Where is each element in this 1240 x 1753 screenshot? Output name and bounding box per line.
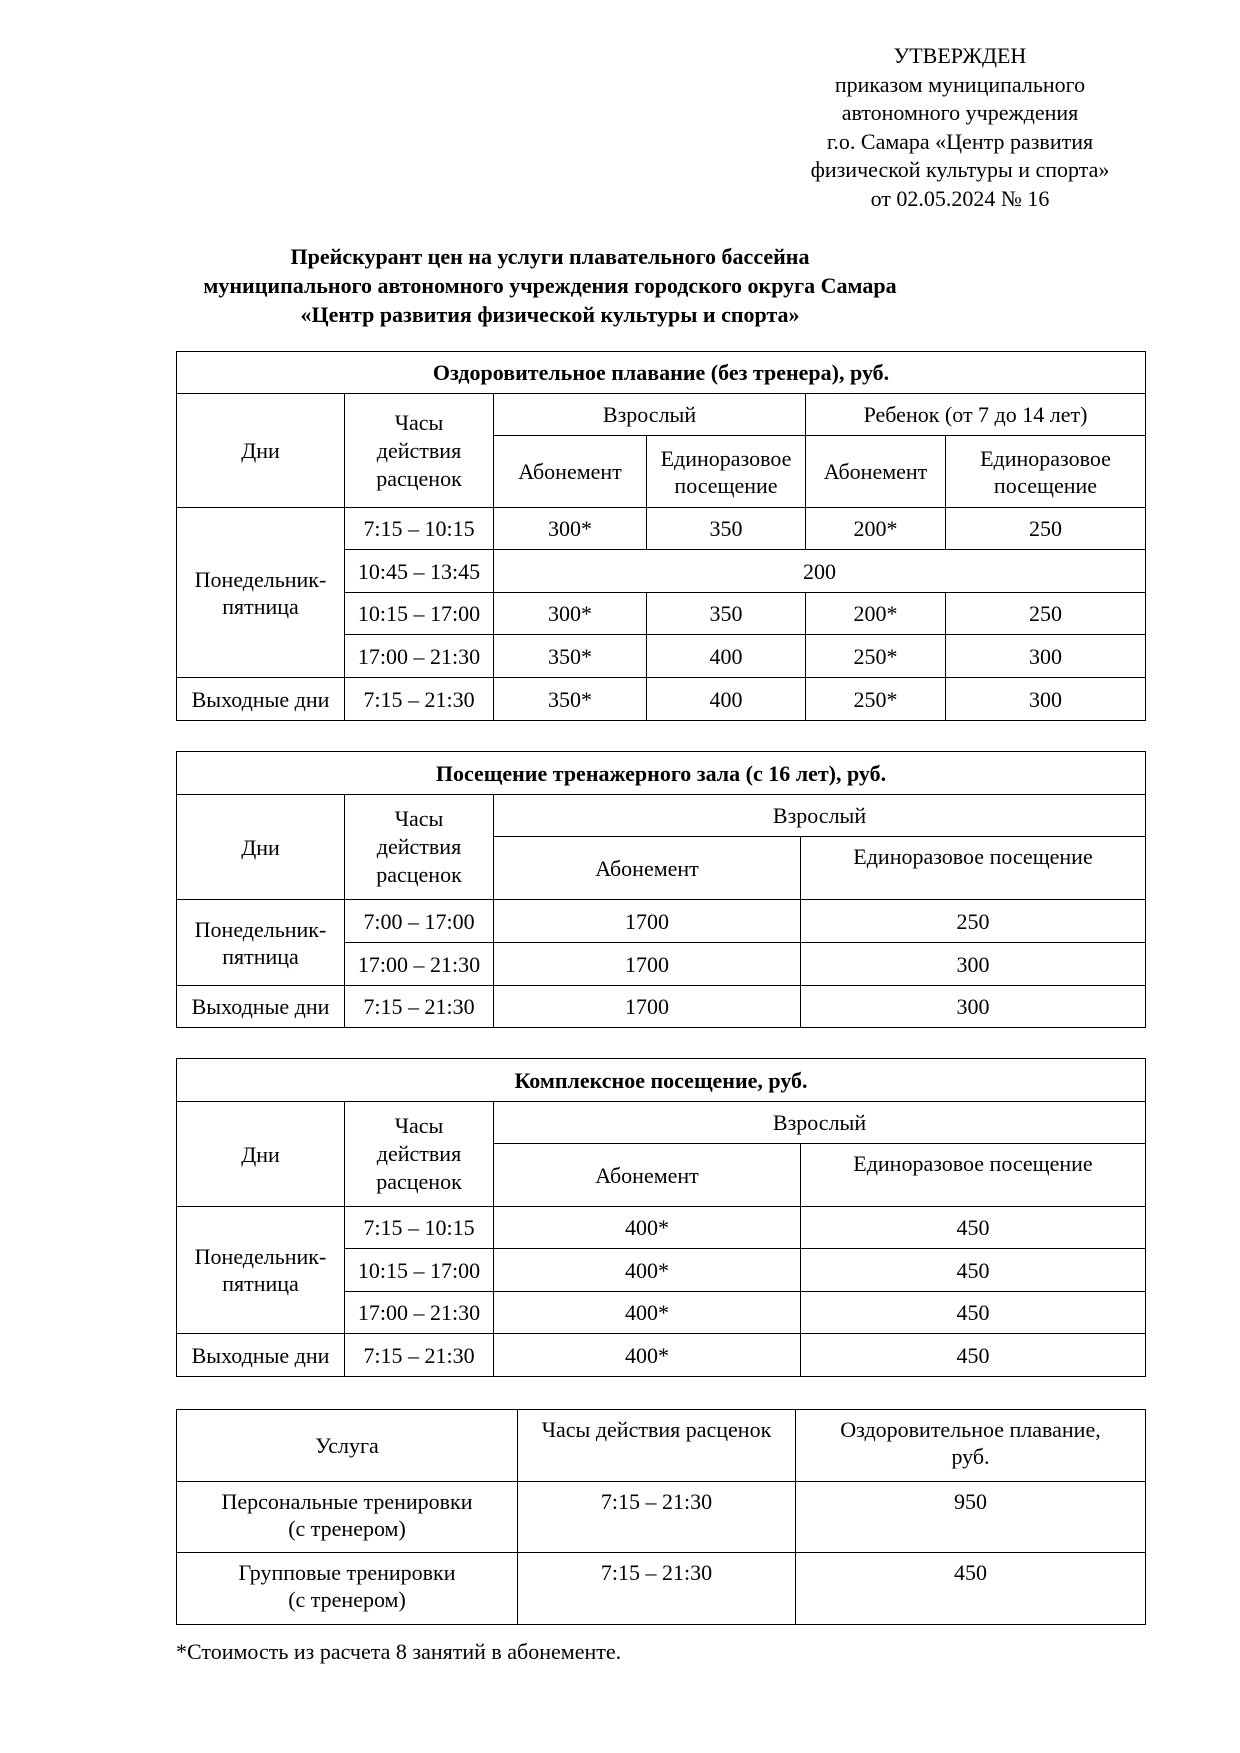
time-cell: 7:15 – 21:30 bbox=[518, 1482, 796, 1553]
swim-price-table bbox=[176, 351, 1146, 721]
weekend-cell: Выходные дни bbox=[177, 678, 345, 721]
services-price-table bbox=[176, 1409, 1146, 1625]
time-cell: 17:00 – 21:30 bbox=[345, 1292, 494, 1334]
hours-header-line: расценок bbox=[376, 465, 462, 491]
time-cell: 7:15 – 21:30 bbox=[518, 1553, 796, 1625]
price-cell: 250 bbox=[946, 508, 1146, 550]
table-row bbox=[177, 1207, 1146, 1249]
title-line: «Центр развития физической культуры и спорта» bbox=[300, 302, 800, 327]
subscription-header: Абонемент bbox=[494, 1144, 801, 1207]
price-cell: 300 bbox=[801, 986, 1146, 1028]
price-cell: 400* bbox=[494, 1292, 801, 1334]
approval-block bbox=[790, 42, 1130, 213]
table-caption: Комплексное посещение, руб. bbox=[177, 1059, 1146, 1102]
service-name-line: Групповые тренировки bbox=[238, 1560, 456, 1585]
price-cell: 300* bbox=[494, 593, 647, 635]
hours-header bbox=[345, 795, 494, 900]
approval-line: приказом муниципального bbox=[834, 71, 1086, 97]
time-cell: 7:15 – 10:15 bbox=[345, 508, 494, 550]
hours-header-line: действия bbox=[376, 834, 462, 859]
time-cell: 7:15 – 10:15 bbox=[345, 1207, 494, 1249]
hours-header-line: Часы bbox=[394, 806, 444, 831]
header-line: Единоразовое bbox=[660, 445, 792, 471]
adult-header: Взрослый bbox=[494, 795, 1146, 837]
weekdays-cell bbox=[177, 508, 345, 678]
price-cell: 400 bbox=[647, 678, 806, 721]
time-cell: 10:15 – 17:00 bbox=[345, 1249, 494, 1292]
service-name-line: (с тренером) bbox=[288, 1516, 406, 1541]
service-header: Услуга bbox=[177, 1410, 518, 1482]
hours-header bbox=[345, 394, 494, 508]
price-cell: 350 bbox=[647, 593, 806, 635]
time-cell: 10:15 – 17:00 bbox=[345, 593, 494, 635]
price-cell: 300 bbox=[946, 678, 1146, 721]
price-cell: 200* bbox=[806, 508, 946, 550]
hours-header-line: расценок bbox=[376, 1169, 462, 1194]
adult-header: Взрослый bbox=[494, 394, 806, 436]
days-header: Дни bbox=[177, 1102, 345, 1207]
complex-price-table bbox=[176, 1058, 1146, 1377]
price-cell: 400* bbox=[494, 1334, 801, 1377]
header-line: Оздоровительное плавание, bbox=[840, 1417, 1101, 1442]
table-row bbox=[177, 986, 1146, 1028]
time-cell: 7:15 – 21:30 bbox=[345, 1334, 494, 1377]
approval-line: г.о. Самара «Центр развития bbox=[826, 128, 1094, 154]
weekdays-line: Понедельник- bbox=[194, 566, 327, 592]
price-cell: 400* bbox=[494, 1249, 801, 1292]
price-cell: 250 bbox=[946, 593, 1146, 635]
header-line: руб. bbox=[951, 1444, 990, 1469]
price-header bbox=[796, 1410, 1146, 1482]
footnote: *Стоимость из расчета 8 занятий в абонементе. bbox=[176, 1639, 622, 1664]
price-cell-merged: 200 bbox=[494, 550, 1146, 593]
price-cell: 300 bbox=[801, 943, 1146, 986]
table-row bbox=[177, 1553, 1146, 1625]
price-cell: 300* bbox=[494, 508, 647, 550]
table-row bbox=[177, 900, 1146, 943]
price-cell: 200* bbox=[806, 593, 946, 635]
weekdays-line: пятница bbox=[222, 1271, 299, 1296]
weekdays-line: пятница bbox=[222, 943, 299, 969]
approval-line: автономного учреждения bbox=[841, 100, 1079, 125]
single-visit-header bbox=[946, 436, 1146, 508]
adult-header: Взрослый bbox=[494, 1102, 1146, 1144]
price-cell: 450 bbox=[801, 1292, 1146, 1334]
weekdays-line: пятница bbox=[222, 593, 299, 619]
time-cell: 10:45 – 13:45 bbox=[345, 550, 494, 593]
days-header: Дни bbox=[177, 795, 345, 900]
time-cell: 17:00 – 21:30 bbox=[345, 635, 494, 678]
price-cell: 250* bbox=[806, 635, 946, 678]
price-cell: 450 bbox=[801, 1249, 1146, 1292]
table-row bbox=[177, 1334, 1146, 1377]
table-row bbox=[177, 1482, 1146, 1553]
time-cell: 7:15 – 21:30 bbox=[345, 986, 494, 1028]
price-cell: 400 bbox=[647, 635, 806, 678]
single-visit-header: Единоразовое посещение bbox=[801, 837, 1146, 900]
subscription-header: Абонемент bbox=[494, 837, 801, 900]
weekend-cell: Выходные дни bbox=[177, 986, 345, 1028]
header-line: посещение bbox=[993, 472, 1098, 498]
service-name-line: (с тренером) bbox=[288, 1587, 406, 1612]
subscription-header: Абонемент bbox=[806, 436, 946, 508]
price-cell: 1700 bbox=[494, 986, 801, 1028]
table-row bbox=[177, 678, 1146, 721]
price-cell: 250 bbox=[801, 900, 1146, 943]
price-cell: 400* bbox=[494, 1207, 801, 1249]
table-caption: Оздоровительное плавание (без тренера), руб. bbox=[177, 352, 1146, 394]
approval-line: от 02.05.2024 № 16 bbox=[870, 185, 1050, 211]
hours-header-line: Часы bbox=[394, 409, 444, 435]
service-name-line: Персональные тренировки bbox=[221, 1489, 473, 1514]
hours-header-line: действия bbox=[376, 437, 462, 463]
single-visit-header bbox=[647, 436, 806, 508]
document-title bbox=[0, 242, 1100, 329]
hours-header: Часы действия расценок bbox=[518, 1410, 796, 1482]
hours-header bbox=[345, 1102, 494, 1207]
weekend-cell: Выходные дни bbox=[177, 1334, 345, 1377]
subscription-header: Абонемент bbox=[494, 436, 647, 508]
weekdays-cell bbox=[177, 900, 345, 986]
approval-line: УТВЕРЖДЕН bbox=[893, 43, 1027, 68]
service-name-cell bbox=[177, 1553, 518, 1625]
price-cell: 300 bbox=[946, 635, 1146, 678]
time-cell: 17:00 – 21:30 bbox=[345, 943, 494, 986]
price-cell: 350* bbox=[494, 635, 647, 678]
weekdays-line: Понедельник- bbox=[194, 916, 327, 942]
weekdays-cell bbox=[177, 1207, 345, 1334]
price-cell: 450 bbox=[801, 1207, 1146, 1249]
price-cell: 1700 bbox=[494, 900, 801, 943]
service-name-cell bbox=[177, 1482, 518, 1553]
header-line: посещение bbox=[674, 472, 778, 498]
price-cell: 350 bbox=[647, 508, 806, 550]
table-caption: Посещение тренажерного зала (с 16 лет), руб. bbox=[177, 752, 1146, 795]
hours-header-line: действия bbox=[376, 1141, 462, 1166]
approval-line: физической культуры и спорта» bbox=[810, 157, 1110, 182]
single-visit-header: Единоразовое посещение bbox=[801, 1144, 1146, 1207]
hours-header-line: Часы bbox=[394, 1113, 444, 1138]
weekdays-line: Понедельник- bbox=[194, 1244, 327, 1269]
table-row bbox=[177, 508, 1146, 550]
price-cell: 250* bbox=[806, 678, 946, 721]
days-header: Дни bbox=[177, 394, 345, 508]
child-header: Ребенок (от 7 до 14 лет) bbox=[806, 394, 1146, 436]
header-line: Единоразовое bbox=[980, 445, 1111, 471]
gym-price-table bbox=[176, 751, 1146, 1028]
title-line: муниципального автономного учреждения городского округа Самара bbox=[203, 273, 897, 298]
price-cell: 450 bbox=[801, 1334, 1146, 1377]
price-cell: 1700 bbox=[494, 943, 801, 986]
price-cell: 450 bbox=[796, 1553, 1146, 1625]
price-cell: 350* bbox=[494, 678, 647, 721]
title-line: Прейскурант цен на услуги плавательного бассейна bbox=[290, 244, 810, 269]
time-cell: 7:15 – 21:30 bbox=[345, 678, 494, 721]
time-cell: 7:00 – 17:00 bbox=[345, 900, 494, 943]
hours-header-line: расценок bbox=[376, 862, 462, 887]
price-cell: 950 bbox=[796, 1482, 1146, 1553]
